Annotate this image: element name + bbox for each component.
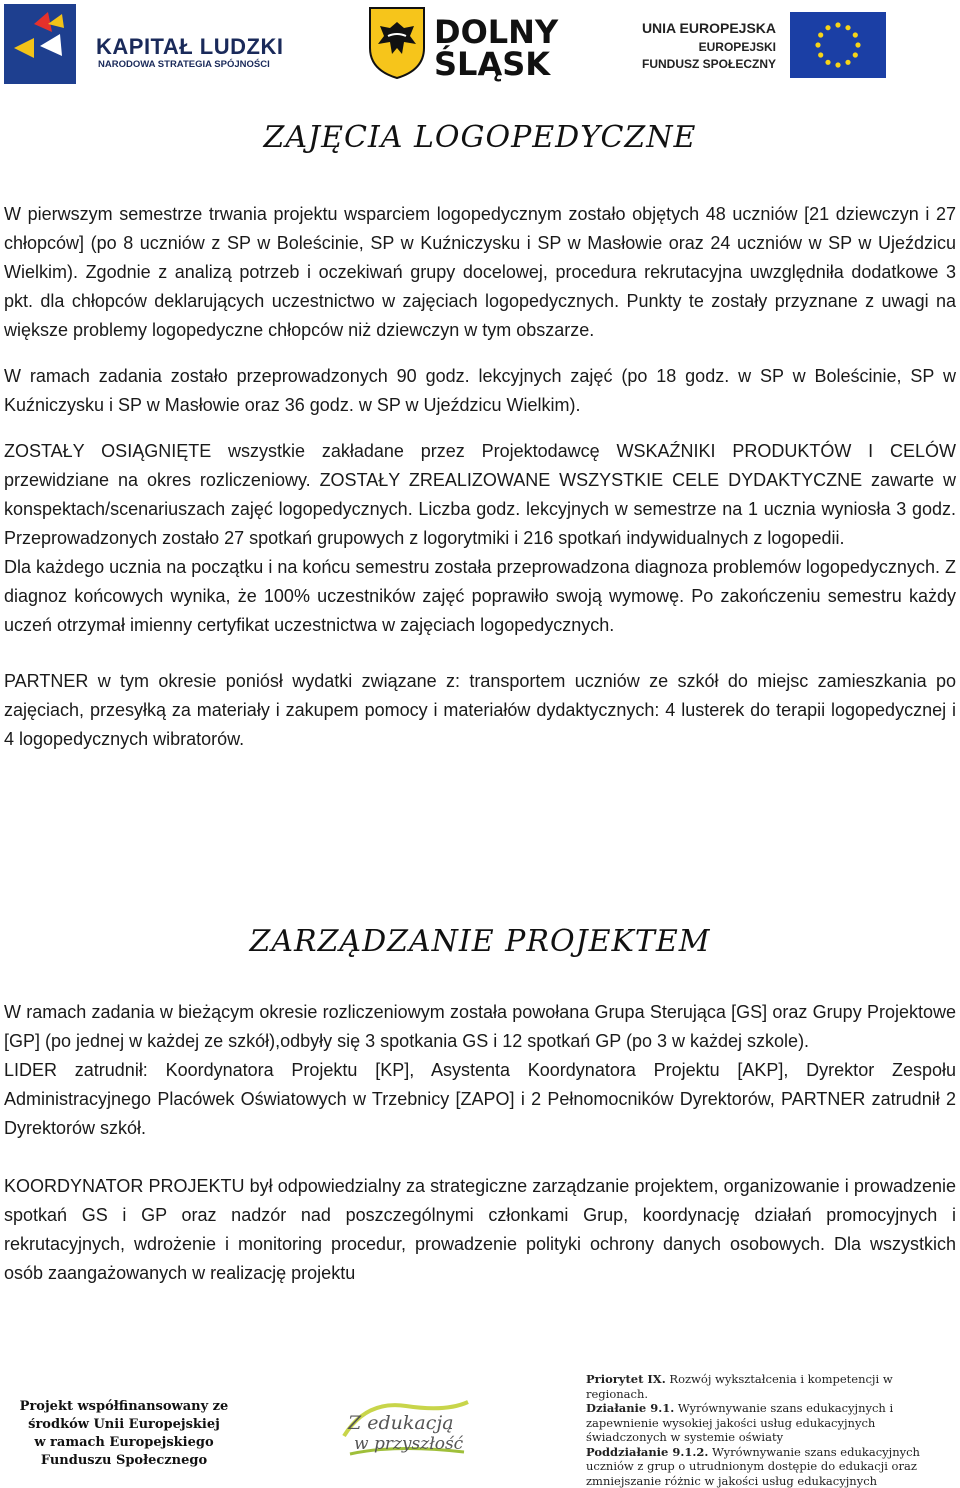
eu-subtitle-2: FUNDUSZ SPOŁECZNY <box>642 57 776 71</box>
project-logo-line1: Z edukacją <box>348 1412 454 1434</box>
logo-header <box>0 0 960 90</box>
kapital-ludzki-title: KAPITAŁ LUDZKI <box>96 34 283 60</box>
footer-line: środków Unii Europejskiej <box>14 1416 234 1434</box>
section-title-project-management: ZARZĄDZANIE PROJEKTEM <box>0 924 960 959</box>
footer-line: Projekt współfinansowany ze <box>14 1398 234 1416</box>
dolny-slask-line1: DOLNY <box>434 16 558 48</box>
section-title-logopedic: ZAJĘCIA LOGOPEDYCZNE <box>0 120 960 155</box>
priority-label: Priorytet IX. <box>586 1372 666 1386</box>
section2-body <box>4 998 956 1288</box>
eu-logo <box>646 10 886 80</box>
paragraph: ZOSTAŁY OSIĄGNIĘTE wszystkie zakładane przez Projektodawcę WSKAŹNIKI PRODUKTÓW I CELÓW przewidziane na okres rozliczeniowy. ZOSTAŁY ZREALIZOWANE WSZYSTKIE CELE DYDAKTYCZNE zawarte w konspektach/scenariuszach zajęć logopedycznych. Liczba godz. lekcyjnych w semestrze na 1 ucznia wyniosła 3 godz. Przeprowadzonych zostało 27 spotkań grupowych z logorytmiki i 216 spotkań indywidualnych z logopedii. <box>4 437 956 553</box>
priority-text: Rozwój wykształcenia i kompetencji w regionach. <box>586 1372 893 1401</box>
eu-title: UNIA EUROPEJSKA <box>642 20 776 36</box>
paragraph: PARTNER w tym okresie poniósł wydatki związane z: transportem uczniów ze szkół do miejsc zamieszkania po zajęciach, przesyłką za materiały i zakupem pomocy i materiałów dydaktycznych: 4 lusterek do terapii logopedycznej i 4 logopedycznych wibratorów. <box>4 667 956 754</box>
kapital-ludzki-emblem-icon <box>4 4 76 84</box>
kapital-ludzki-subtitle: NARODOWA STRATEGIA SPÓJNOŚCI <box>98 59 270 70</box>
footer-cofinancing-note <box>14 1398 234 1470</box>
section1-body <box>4 200 956 754</box>
kapital-ludzki-logo <box>4 4 294 84</box>
paragraph: W ramach zadania zostało przeprowadzonych 90 godz. lekcyjnych zajęć (po 18 godz. w SP w Boleścinie, SP w Kuźniczysku i SP w Masłowie oraz 36 godz. w SP w Ujeździcu Wielkim). <box>4 362 956 420</box>
measure-line <box>586 1401 942 1445</box>
footer-line: w ramach Europejskiego <box>14 1434 234 1452</box>
project-logo-line2: w przyszłość <box>354 1434 463 1454</box>
submeasure-text: Wyrównywanie szans edukacyjnych uczniów z grup o utrudnionym dostępie do edukacji oraz zmniejszanie różnic w jakości usług edukacyjnych <box>586 1445 920 1488</box>
priority-line <box>586 1372 942 1401</box>
paragraph: W ramach zadania w bieżącym okresie rozliczeniowym została powołana Grupa Sterująca [GS] oraz Grupy Projektowe [GP] (po jednej w każdej ze szkół),odbyły się 3 spotkania GS i 12 spotkań GP (po 3 w każdej szkole). <box>4 998 956 1056</box>
footer-line: Funduszu Społecznego <box>14 1452 234 1470</box>
paragraph: LIDER zatrudnił: Koordynatora Projektu [KP], Asystenta Koordynatora Projektu [AKP], Dyrektor Zespołu Administracyjnego Placówek Oświatowych w Trzebnicy [ZAPO] i 2 Pełnomocników Dyrektorów, PARTNER zatrudnił 2 Dyrektorów szkół. <box>4 1056 956 1143</box>
eu-flag-icon <box>790 12 886 78</box>
paragraph: Dla każdego ucznia na początku i na końcu semestru została przeprowadzona diagnoza problemów logopedycznych. Z diagnoz końcowych wynika, że 100% uczestników zajęć poprawiło swoją wymowę. Po zakończeniu semestru każdy uczeń otrzymał imienny certyfikat uczestnictwa w zajęciach logopedycznych. <box>4 553 956 640</box>
submeasure-label: Poddziałanie 9.1.2. <box>586 1445 708 1459</box>
submeasure-line <box>586 1445 942 1488</box>
eu-subtitle-1: EUROPEJSKI <box>699 40 776 54</box>
paragraph: KOORDYNATOR PROJEKTU był odpowiedzialny za strategiczne zarządzanie projektem, organizowanie i prowadzenie spotkań GS i GP oraz nadzór nad poszczególnymi członkami Grup, koordynację działań promocyjnych i rekrutacyjnych, wdrożenie i monitoring procedur, prowadzenie polityki ochrony danych osobowych. Dla wszystkich osób zaangażowanych w realizację projektu <box>4 1172 956 1288</box>
footer-priority-info <box>586 1372 942 1488</box>
eagle-shield-icon <box>368 6 426 80</box>
dolny-slask-logo <box>368 6 548 84</box>
dolny-slask-line2: ŚLĄSK <box>434 48 550 80</box>
paragraph: W pierwszym semestrze trwania projektu wsparciem logopedycznym zostało objętych 48 uczniów [21 dziewczyn i 27 chłopców] (po 8 uczniów z SP w Boleścinie, SP w Kuźniczysku i SP w Masłowie oraz 24 uczniów w SP w Ujeździcu Wielkim). Zgodnie z analizą potrzeb i oczekiwań grupy docelowej, procedura rekrutacyjna uwzględniła dodatkowe 3 pkt. dla chłopców deklarujących uczestnictwo w zajęciach logopedycznych. Punkty te zostały przyznane z uwagi na większe problemy logopedyczne chłopców niż dziewczyn w tym obszarze. <box>4 200 956 345</box>
measure-text: Wyrównywanie szans edukacyjnych i zapewnienie wysokiej jakości usług edukacyjnych świadczonych w systemie oświaty <box>586 1401 893 1444</box>
measure-label: Działanie 9.1. <box>586 1401 674 1415</box>
project-logo <box>336 1396 476 1462</box>
